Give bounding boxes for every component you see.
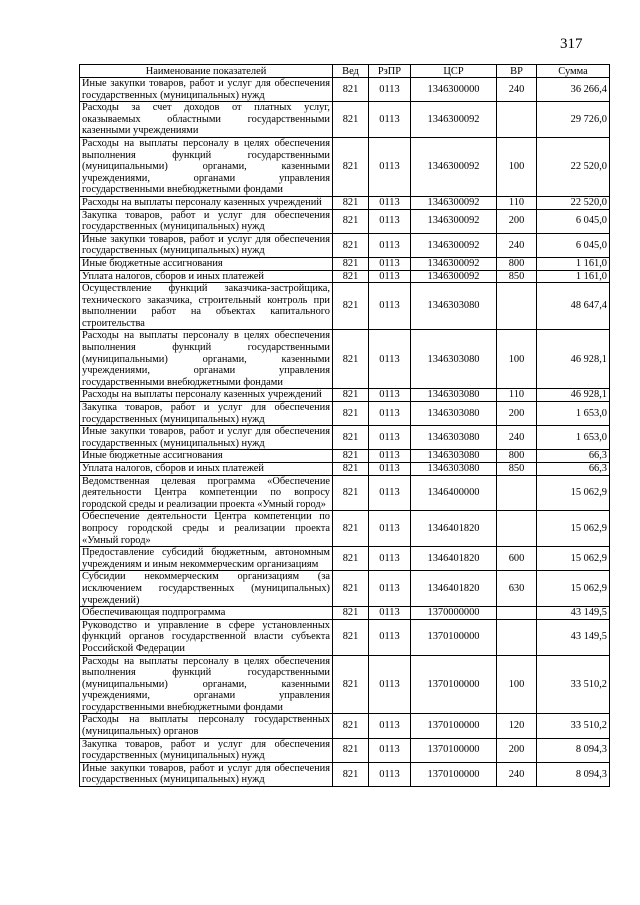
row-rzpr: 0113 xyxy=(369,102,411,138)
row-name: Осуществление функций заказчика-застройщика, технического заказчика, строительный контроль при выполнении работ на объектах капитального строительства xyxy=(80,283,333,330)
table-row xyxy=(80,511,610,547)
row-vr: 240 xyxy=(497,426,537,450)
row-rzpr: 0113 xyxy=(369,475,411,511)
row-vr: 100 xyxy=(497,137,537,196)
row-vr: 850 xyxy=(497,463,537,476)
row-rzpr: 0113 xyxy=(369,330,411,389)
row-ved: 821 xyxy=(333,547,369,571)
row-name: Закупка товаров, работ и услуг для обеспечения государственных (муниципальных) нужд xyxy=(80,402,333,426)
row-sum: 15 062,9 xyxy=(537,475,610,511)
row-ved: 821 xyxy=(333,102,369,138)
row-vr: 200 xyxy=(497,209,537,233)
table-row xyxy=(80,209,610,233)
row-name: Расходы на выплаты персоналу в целях обеспечения выполнения функций государственными (муниципальными) органами, казенными учреждениями, органами управления государственными внебюджетными фондами xyxy=(80,330,333,389)
budget-table xyxy=(79,64,610,787)
row-vr: 630 xyxy=(497,571,537,607)
row-ved: 821 xyxy=(333,426,369,450)
row-rzpr: 0113 xyxy=(369,511,411,547)
row-name: Расходы на выплаты персоналу государственных (муниципальных) органов xyxy=(80,714,333,738)
row-name: Уплата налогов, сборов и иных платежей xyxy=(80,270,333,283)
header-name: Наименование показателей xyxy=(80,65,333,78)
row-csr: 1346300000 xyxy=(411,78,497,102)
row-rzpr: 0113 xyxy=(369,426,411,450)
row-vr xyxy=(497,511,537,547)
row-vr: 200 xyxy=(497,402,537,426)
row-sum: 33 510,2 xyxy=(537,714,610,738)
row-csr: 1370100000 xyxy=(411,738,497,762)
row-vr: 240 xyxy=(497,762,537,786)
row-sum: 29 726,0 xyxy=(537,102,610,138)
row-sum: 33 510,2 xyxy=(537,655,610,714)
table-row xyxy=(80,762,610,786)
row-sum: 1 161,0 xyxy=(537,257,610,270)
row-vr: 110 xyxy=(497,196,537,209)
row-name: Закупка товаров, работ и услуг для обеспечения государственных (муниципальных) нужд xyxy=(80,209,333,233)
table-row xyxy=(80,137,610,196)
row-ved: 821 xyxy=(333,511,369,547)
row-vr: 100 xyxy=(497,655,537,714)
row-sum: 66,3 xyxy=(537,450,610,463)
table-row xyxy=(80,655,610,714)
row-sum: 1 161,0 xyxy=(537,270,610,283)
row-sum: 8 094,3 xyxy=(537,738,610,762)
page-number: 317 xyxy=(560,36,583,52)
row-csr: 1370100000 xyxy=(411,714,497,738)
row-rzpr: 0113 xyxy=(369,547,411,571)
row-rzpr: 0113 xyxy=(369,402,411,426)
row-csr: 1370100000 xyxy=(411,619,497,655)
row-name: Закупка товаров, работ и услуг для обеспечения государственных (муниципальных) нужд xyxy=(80,738,333,762)
row-rzpr: 0113 xyxy=(369,450,411,463)
row-rzpr: 0113 xyxy=(369,571,411,607)
row-rzpr: 0113 xyxy=(369,714,411,738)
row-vr xyxy=(497,283,537,330)
row-rzpr: 0113 xyxy=(369,270,411,283)
row-rzpr: 0113 xyxy=(369,257,411,270)
row-name: Расходы на выплаты персоналу в целях обеспечения выполнения функций государственными (муниципальными) органами, казенными учреждениями, органами управления государственными внебюджетными фондами xyxy=(80,655,333,714)
row-csr: 1346401820 xyxy=(411,571,497,607)
row-csr: 1346300092 xyxy=(411,257,497,270)
row-ved: 821 xyxy=(333,762,369,786)
table-row xyxy=(80,619,610,655)
row-ved: 821 xyxy=(333,233,369,257)
table-row xyxy=(80,714,610,738)
row-csr: 1346400000 xyxy=(411,475,497,511)
row-rzpr: 0113 xyxy=(369,463,411,476)
row-sum: 1 653,0 xyxy=(537,426,610,450)
row-ved: 821 xyxy=(333,257,369,270)
row-rzpr: 0113 xyxy=(369,655,411,714)
row-sum: 43 149,5 xyxy=(537,619,610,655)
row-vr: 110 xyxy=(497,389,537,402)
row-csr: 1346300092 xyxy=(411,209,497,233)
table-row xyxy=(80,607,610,620)
table-row xyxy=(80,257,610,270)
table-row xyxy=(80,571,610,607)
row-sum: 15 062,9 xyxy=(537,511,610,547)
row-csr: 1346300092 xyxy=(411,270,497,283)
row-csr: 1370100000 xyxy=(411,655,497,714)
row-name: Расходы на выплаты персоналу в целях обеспечения выполнения функций государственными (муниципальными) органами, казенными учреждениями, органами управления государственными внебюджетными фондами xyxy=(80,137,333,196)
table-row xyxy=(80,196,610,209)
row-vr: 800 xyxy=(497,257,537,270)
header-vr: ВР xyxy=(497,65,537,78)
row-name: Субсидии некоммерческим организациям (за исключением государственных (муниципальных) учреждений) xyxy=(80,571,333,607)
table-row xyxy=(80,463,610,476)
row-sum: 6 045,0 xyxy=(537,233,610,257)
row-rzpr: 0113 xyxy=(369,738,411,762)
table-row xyxy=(80,475,610,511)
table-row xyxy=(80,738,610,762)
row-name: Иные закупки товаров, работ и услуг для обеспечения государственных (муниципальных) нужд xyxy=(80,762,333,786)
table-row xyxy=(80,283,610,330)
table-row xyxy=(80,389,610,402)
row-sum: 43 149,5 xyxy=(537,607,610,620)
row-vr: 800 xyxy=(497,450,537,463)
row-sum: 48 647,4 xyxy=(537,283,610,330)
row-name: Уплата налогов, сборов и иных платежей xyxy=(80,463,333,476)
row-rzpr: 0113 xyxy=(369,283,411,330)
row-sum: 46 928,1 xyxy=(537,330,610,389)
header-sum: Сумма xyxy=(537,65,610,78)
row-name: Обеспечение деятельности Центра компетенции по вопросу городской среды и реализации проекта «Умный город» xyxy=(80,511,333,547)
row-name: Предоставление субсидий бюджетным, автономным учреждениям и иным некоммерческим организациям xyxy=(80,547,333,571)
table-row xyxy=(80,233,610,257)
row-name: Иные закупки товаров, работ и услуг для обеспечения государственных (муниципальных) нужд xyxy=(80,233,333,257)
row-vr: 600 xyxy=(497,547,537,571)
row-csr: 1346303080 xyxy=(411,450,497,463)
row-csr: 1370000000 xyxy=(411,607,497,620)
table-row xyxy=(80,547,610,571)
table-row xyxy=(80,78,610,102)
row-sum: 15 062,9 xyxy=(537,571,610,607)
row-ved: 821 xyxy=(333,209,369,233)
row-csr: 1370100000 xyxy=(411,762,497,786)
header-csr: ЦСР xyxy=(411,65,497,78)
row-sum: 46 928,1 xyxy=(537,389,610,402)
row-ved: 821 xyxy=(333,196,369,209)
table-header-row xyxy=(80,65,610,78)
table-row xyxy=(80,450,610,463)
row-csr: 1346300092 xyxy=(411,233,497,257)
row-name: Расходы на выплаты персоналу казенных учреждений xyxy=(80,389,333,402)
row-ved: 821 xyxy=(333,738,369,762)
row-ved: 821 xyxy=(333,714,369,738)
row-rzpr: 0113 xyxy=(369,78,411,102)
row-ved: 821 xyxy=(333,283,369,330)
row-csr: 1346303080 xyxy=(411,283,497,330)
row-name: Руководство и управление в сфере установленных функций органов государственной власти субъекта Российской Федерации xyxy=(80,619,333,655)
row-ved: 821 xyxy=(333,475,369,511)
row-sum: 36 266,4 xyxy=(537,78,610,102)
row-rzpr: 0113 xyxy=(369,607,411,620)
row-vr xyxy=(497,475,537,511)
row-name: Иные бюджетные ассигнования xyxy=(80,450,333,463)
row-ved: 821 xyxy=(333,402,369,426)
row-vr: 240 xyxy=(497,78,537,102)
row-csr: 1346300092 xyxy=(411,196,497,209)
row-ved: 821 xyxy=(333,607,369,620)
row-sum: 66,3 xyxy=(537,463,610,476)
row-name: Иные бюджетные ассигнования xyxy=(80,257,333,270)
row-rzpr: 0113 xyxy=(369,233,411,257)
row-csr: 1346303080 xyxy=(411,463,497,476)
row-sum: 6 045,0 xyxy=(537,209,610,233)
table-row xyxy=(80,330,610,389)
row-vr xyxy=(497,102,537,138)
row-vr xyxy=(497,607,537,620)
row-ved: 821 xyxy=(333,137,369,196)
row-csr: 1346401820 xyxy=(411,547,497,571)
row-rzpr: 0113 xyxy=(369,196,411,209)
row-vr: 240 xyxy=(497,233,537,257)
row-csr: 1346303080 xyxy=(411,389,497,402)
row-name: Ведомственная целевая программа «Обеспечение деятельности Центра компетенции по вопросу городской среды и реализации проекта «Умный город» xyxy=(80,475,333,511)
row-rzpr: 0113 xyxy=(369,137,411,196)
row-vr: 200 xyxy=(497,738,537,762)
row-sum: 22 520,0 xyxy=(537,196,610,209)
row-vr: 850 xyxy=(497,270,537,283)
table-row xyxy=(80,402,610,426)
row-sum: 1 653,0 xyxy=(537,402,610,426)
row-csr: 1346401820 xyxy=(411,511,497,547)
row-ved: 821 xyxy=(333,330,369,389)
row-ved: 821 xyxy=(333,270,369,283)
row-rzpr: 0113 xyxy=(369,762,411,786)
header-ved: Вед xyxy=(333,65,369,78)
row-csr: 1346300092 xyxy=(411,102,497,138)
row-rzpr: 0113 xyxy=(369,209,411,233)
row-ved: 821 xyxy=(333,571,369,607)
row-rzpr: 0113 xyxy=(369,619,411,655)
table-row xyxy=(80,426,610,450)
row-csr: 1346303080 xyxy=(411,402,497,426)
row-name: Иные закупки товаров, работ и услуг для обеспечения государственных (муниципальных) нужд xyxy=(80,78,333,102)
table-row xyxy=(80,102,610,138)
row-vr: 120 xyxy=(497,714,537,738)
row-name: Расходы на выплаты персоналу казенных учреждений xyxy=(80,196,333,209)
row-sum: 22 520,0 xyxy=(537,137,610,196)
row-ved: 821 xyxy=(333,389,369,402)
row-csr: 1346300092 xyxy=(411,137,497,196)
row-csr: 1346303080 xyxy=(411,426,497,450)
row-vr xyxy=(497,619,537,655)
row-ved: 821 xyxy=(333,619,369,655)
row-name: Расходы за счет доходов от платных услуг, оказываемых областными государственными казенными учреждениями xyxy=(80,102,333,138)
row-rzpr: 0113 xyxy=(369,389,411,402)
row-csr: 1346303080 xyxy=(411,330,497,389)
row-ved: 821 xyxy=(333,78,369,102)
table-row xyxy=(80,270,610,283)
header-rzpr: РзПР xyxy=(369,65,411,78)
row-ved: 821 xyxy=(333,463,369,476)
row-ved: 821 xyxy=(333,450,369,463)
row-ved: 821 xyxy=(333,655,369,714)
row-sum: 15 062,9 xyxy=(537,547,610,571)
row-sum: 8 094,3 xyxy=(537,762,610,786)
row-name: Иные закупки товаров, работ и услуг для обеспечения государственных (муниципальных) нужд xyxy=(80,426,333,450)
row-vr: 100 xyxy=(497,330,537,389)
row-name: Обеспечивающая подпрограмма xyxy=(80,607,333,620)
